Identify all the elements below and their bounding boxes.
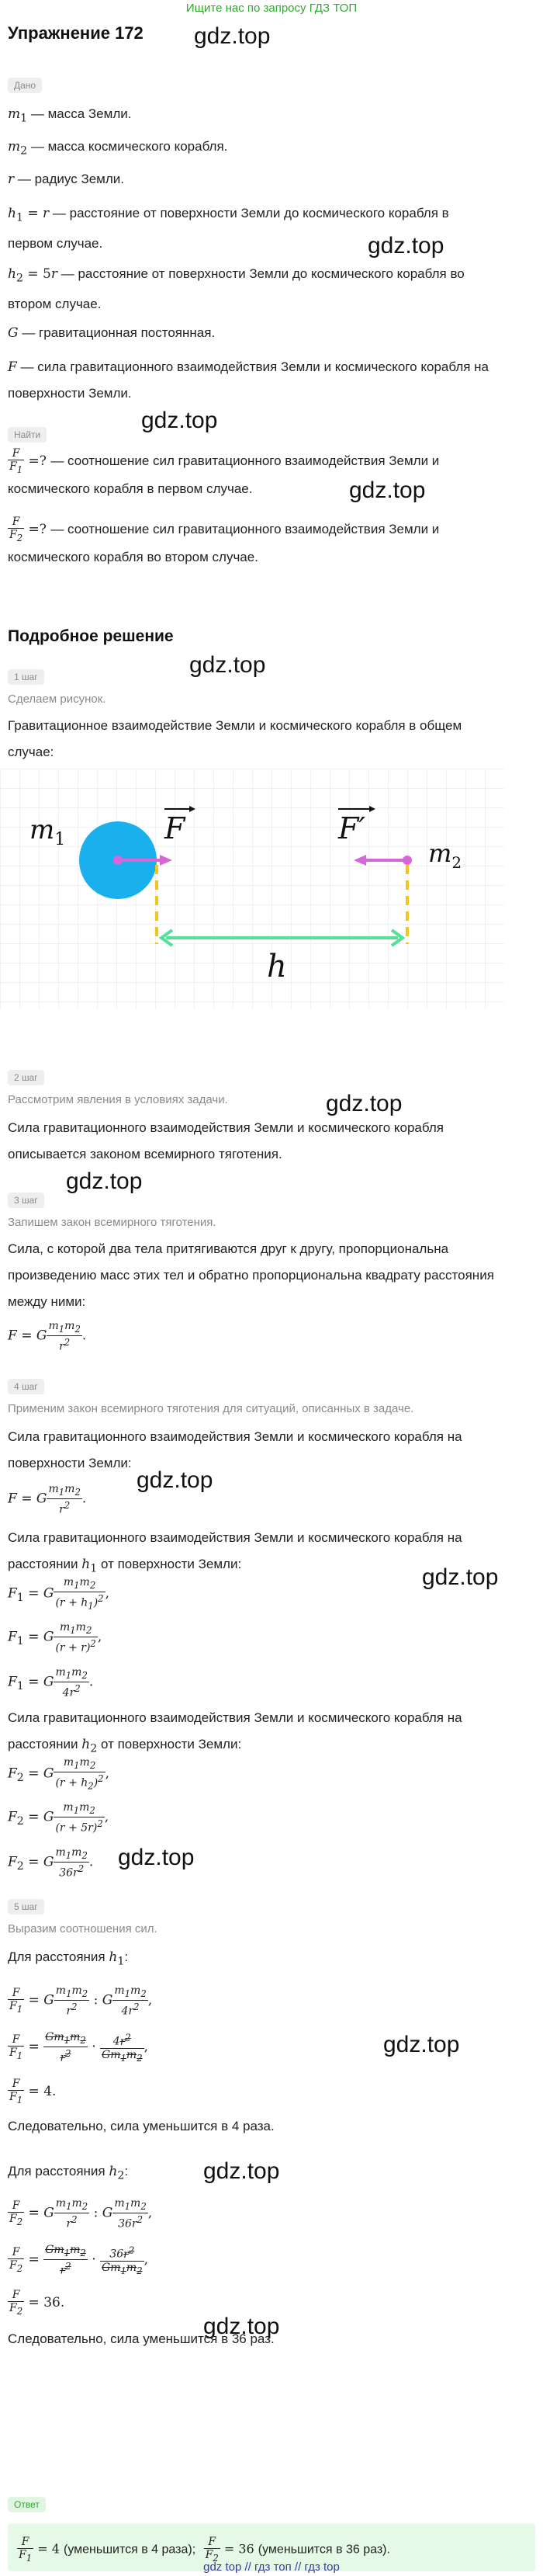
step3-badge: 3 шаг <box>8 1193 44 1208</box>
ratio2-a: $\frac{F}{F_2}$ = G $\frac{m_1m_2}{r^2}$ : G $\frac{m_1m_2}{36r^2}$ , <box>9 2197 153 2231</box>
force-diagram <box>0 769 504 1009</box>
watermark: gdz.top <box>383 2032 460 2057</box>
step2-badge: 2 шаг <box>8 1070 44 1085</box>
watermark: gdz.top <box>137 1467 213 1493</box>
find-f2: $\frac{F}{F_2}$ =? — соотношение сил гравитационного взаимодействия Земли и космического корабля во втором случае. <box>8 516 440 564</box>
find-badge: Найти <box>8 427 47 443</box>
given-F: F — сила гравитационного взаимодействия Земли и космического корабля на поверхности Земли. <box>8 359 489 401</box>
step2-note: Рассмотрим явления в условиях задачи. <box>8 1093 228 1106</box>
watermark: gdz.top <box>349 477 426 503</box>
watermark: gdz.top <box>189 652 266 678</box>
given-r: r — радиус Земли. <box>8 172 125 187</box>
formula-f2-b: $F_2 = G$ $\frac{m_1m_2}{(r + 5r)^2}$ , <box>8 1801 109 1835</box>
ratio2-c: $\frac{F}{F_2}$ = 36. <box>9 2289 65 2317</box>
step5-badge: 5 шаг <box>8 1899 44 1915</box>
watermark: gdz.top <box>203 2158 280 2184</box>
step4-text-c: Сила гравитационного взаимодействия Земли и космического корабля на расстоянии $h_2$ от поверхности Земли: <box>8 1710 462 1755</box>
step4-text-a: Сила гравитационного взаимодействия Земли и космического корабля на поверхности Земли: <box>8 1429 462 1470</box>
find-f1: $\frac{F}{F_1}$ =? — соотношение сил гравитационного взаимодействия Земли и космического корабля в первом случае. <box>8 447 440 496</box>
f-prime-label: F′ <box>338 811 365 845</box>
watermark: gdz.top <box>368 233 444 259</box>
step1-text: Гравитационное взаимодействие Земли и космического корабля в общем случае: <box>8 718 462 759</box>
ratio2-b: $\frac{F}{F_2}$ = $\frac{Gm_1m_2}{r^2}$ · $\frac{36r^2}{Gm_1m_2}$ , <box>9 2244 149 2277</box>
answer-text: $\frac{F}{F_1}$ = 4 (уменьшится в 4 раза); $\frac{F}{F_2}$ = 36 (уменьшится в 36 раз). <box>19 2536 390 2564</box>
given-badge: Дано <box>8 78 42 93</box>
ratio1-c: $\frac{F}{F_1}$ = 4. <box>9 2078 57 2106</box>
watermark: gdz.top <box>326 1091 403 1116</box>
ratio1-a: $\frac{F}{F_1}$ = G $\frac{m_1m_2}{r^2}$ : G $\frac{m_1m_2}{4r^2}$ , <box>9 1984 153 2018</box>
footer-links[interactable]: gdz top // гдз топ // гдз top <box>203 2560 340 2574</box>
f-label: F <box>164 811 185 845</box>
watermark: gdz.top <box>66 1168 143 1194</box>
step2-text: Сила гравитационного взаимодействия Земли и космического корабля описывается законом всемирного тяготения. <box>8 1120 444 1161</box>
formula-f2-c: $F_2 = G$ $\frac{m_1m_2}{36r^2}$ . <box>8 1846 94 1880</box>
step4-badge: 4 шаг <box>8 1379 44 1394</box>
answer-badge: Ответ <box>8 2497 46 2512</box>
given-G: G — гравитационная постоянная. <box>8 325 216 341</box>
step4-note: Применим закон всемирного тяготения для ситуаций, описанных в задаче. <box>8 1402 414 1415</box>
h-label: h <box>267 949 287 984</box>
formula-law: F = G $\frac{m_1m_2}{r^2}$ . <box>8 1320 87 1353</box>
step4-text-b: Сила гравитационного взаимодействия Земли и космического корабля на расстоянии $h_1$ от поверхности Земли: <box>8 1530 462 1575</box>
watermark: gdz.top <box>141 408 218 433</box>
diagram-grid <box>0 769 504 1009</box>
solution-title: Подробное решение <box>8 627 174 645</box>
given-m2: $m_2$ — масса космического корабля. <box>8 139 228 158</box>
step3-text: Сила, с которой два тела притягиваются друг к другу, пропорциональна произведению масс этих тел и обратно пропорциональна квадрату расстояния между ними: <box>8 1241 494 1309</box>
step5-for-h2: Для расстояния $h_2$: <box>8 2164 129 2182</box>
given-h2: $h_2 = 5r$ — расстояние от поверхности Земли до космического корабля во втором случае. <box>8 266 465 312</box>
formula-f1-a: $F_1 = G$ $\frac{m_1m_2}{(r + h_1)^2}$ , <box>8 1576 109 1612</box>
step1-note: Сделаем рисунок. <box>8 693 106 706</box>
formula-f1-c: $F_1 = G$ $\frac{m_1m_2}{4r^2}$ . <box>8 1666 94 1699</box>
page-title: Упражнение 172 <box>8 23 144 43</box>
ratio1-b: $\frac{F}{F_1}$ = $\frac{Gm_1m_2}{r^2}$ · $\frac{4r^2}{Gm_1m_2}$ , <box>9 2031 149 2064</box>
watermark: gdz.top <box>422 1564 499 1590</box>
step5-for-h1: Для расстояния $h_1$: <box>8 1949 129 1968</box>
step3-note: Запишем закон всемирного тяготения. <box>8 1216 216 1229</box>
watermark: gdz.top <box>118 1845 195 1870</box>
formula-surface: F = G $\frac{m_1m_2}{r^2}$ . <box>8 1483 87 1516</box>
step5-result1: Следовательно, сила уменьшится в 4 раза. <box>8 2119 275 2133</box>
step1-badge: 1 шаг <box>8 669 44 685</box>
formula-f2-a: $F_2 = G$ $\frac{m_1m_2}{(r + h_2)^2}$ , <box>8 1756 109 1792</box>
watermark: gdz.top <box>203 2314 280 2339</box>
step5-note: Выразим соотношения сил. <box>8 1922 157 1935</box>
watermark: gdz.top <box>194 23 271 49</box>
given-m1: $m_1$ — масса Земли. <box>8 106 132 125</box>
top-banner[interactable]: Ищите нас по запросу ГДЗ ТОП <box>185 2 358 15</box>
m1-label: $m_1$ <box>29 814 66 849</box>
given-h1: $h_1 = r$ — расстояние от поверхности Земли до космического корабля в первом случае. <box>8 206 449 252</box>
formula-f1-b: $F_1 = G$ $\frac{m_1m_2}{(r + r)^2}$ , <box>8 1621 102 1654</box>
step5-result2: Следовательно, сила уменьшится в 36 раз. <box>8 2331 275 2346</box>
m2-label: $m_2$ <box>428 838 462 872</box>
